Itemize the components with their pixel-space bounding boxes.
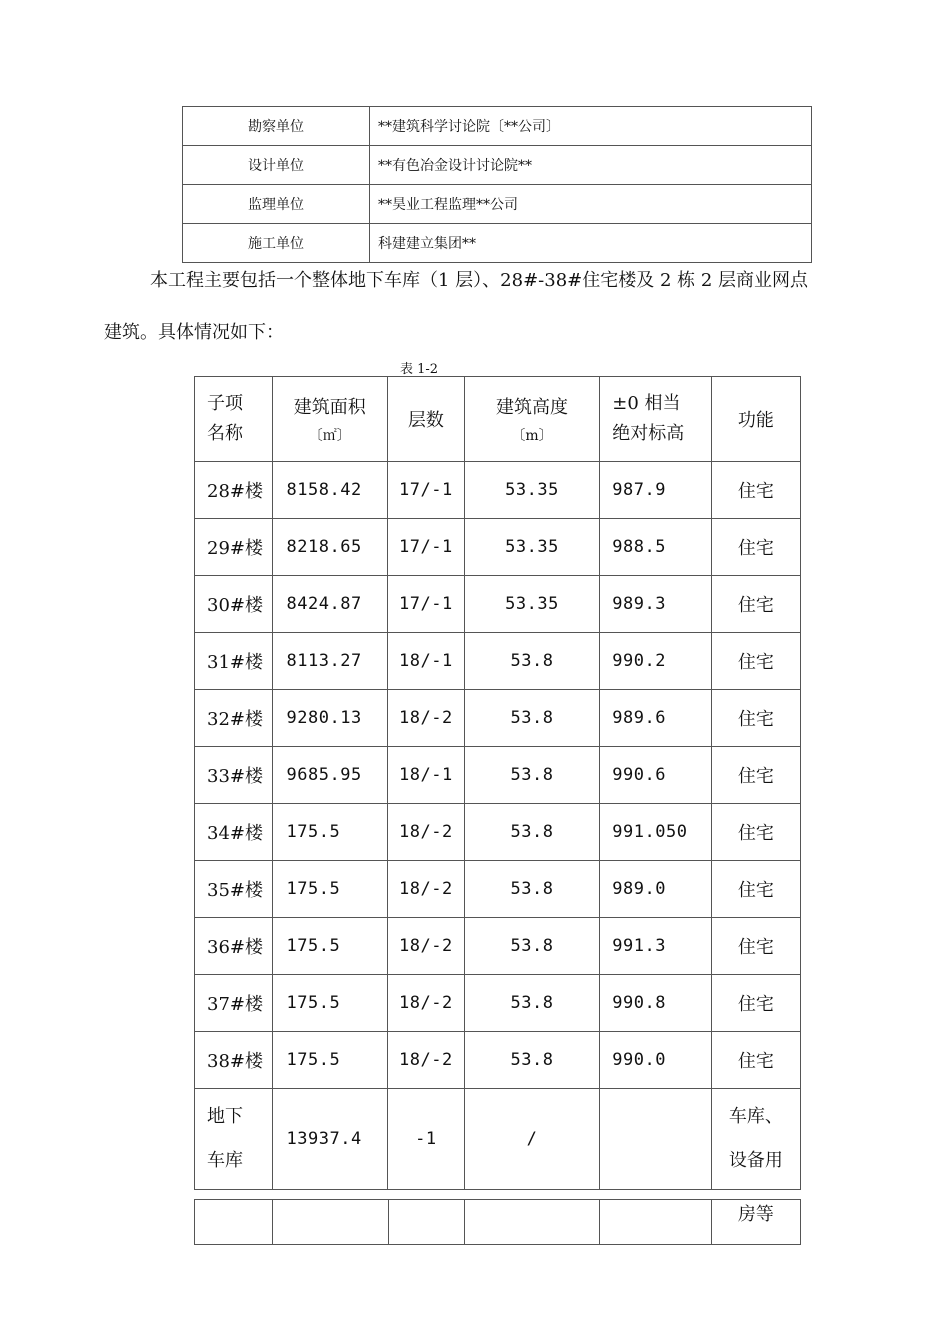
building-table [194, 376, 801, 1190]
info-label: 设计单位 [183, 146, 370, 185]
row-floors: 17/-1 [388, 462, 465, 519]
unit-info-table [182, 106, 812, 263]
table-caption: 表 1-2 [400, 362, 439, 377]
row-height: 53.8 [464, 861, 600, 918]
row-floors: 18/-2 [388, 690, 465, 747]
empty-cell [464, 1200, 599, 1245]
row-function: 住宅 [711, 1032, 800, 1089]
table-row [195, 747, 801, 804]
info-value: **建筑科学讨论院〔**公司〕 [370, 107, 812, 146]
row-function: 住宅 [711, 747, 800, 804]
empty-cell [600, 1200, 712, 1245]
row-area: 175.5 [272, 975, 388, 1032]
row-name: 31#楼 [195, 633, 273, 690]
row-name: 33#楼 [195, 747, 273, 804]
garage-function-line-2: 设备用 [728, 1150, 783, 1171]
row-name: 35#楼 [195, 861, 273, 918]
row-function: 住宅 [711, 576, 800, 633]
row-function: 住宅 [711, 519, 800, 576]
row-elevation: 989.6 [600, 690, 712, 747]
garage-name-line-2: 车库 [207, 1150, 243, 1171]
info-value: 科建建立集团** [370, 224, 812, 263]
row-area: 8424.87 [272, 576, 388, 633]
header-elevation-line-2: 绝对标高 [612, 423, 685, 444]
header-floors: 层数 [388, 377, 465, 462]
row-floors: 17/-1 [388, 576, 465, 633]
table-row [183, 224, 812, 263]
row-height: 53.35 [464, 519, 600, 576]
info-label: 施工单位 [183, 224, 370, 263]
row-name: 30#楼 [195, 576, 273, 633]
row-height: 53.35 [464, 576, 600, 633]
row-elevation: 989.3 [600, 576, 712, 633]
table-row [195, 918, 801, 975]
row-name: 36#楼 [195, 918, 273, 975]
header-name-line-2: 名称 [207, 423, 243, 444]
header-elevation [600, 377, 712, 462]
row-name: 37#楼 [195, 975, 273, 1032]
row-area: 8158.42 [272, 462, 388, 519]
table-row [183, 185, 812, 224]
garage-floors: -1 [388, 1089, 465, 1190]
paragraph-line-2: 建筑。具体情况如下： [104, 322, 284, 343]
table-header-row [195, 377, 801, 462]
row-name: 34#楼 [195, 804, 273, 861]
row-elevation: 990.0 [600, 1032, 712, 1089]
table-row [195, 1200, 801, 1245]
row-height: 53.8 [464, 804, 600, 861]
row-height: 53.8 [464, 918, 600, 975]
row-name: 32#楼 [195, 690, 273, 747]
header-name-line-1: 子项 [207, 393, 243, 414]
row-function: 住宅 [711, 861, 800, 918]
empty-cell [273, 1200, 389, 1245]
row-elevation: 989.0 [600, 861, 712, 918]
table-row [195, 462, 801, 519]
table-row [195, 861, 801, 918]
table-row [195, 633, 801, 690]
row-floors: 18/-2 [388, 975, 465, 1032]
header-height-label: 建筑高度 [495, 397, 568, 418]
empty-cell [195, 1200, 273, 1245]
row-area: 9685.95 [272, 747, 388, 804]
garage-area: 13937.4 [272, 1089, 388, 1190]
row-function: 住宅 [711, 804, 800, 861]
row-function: 住宅 [711, 690, 800, 747]
table-row [195, 576, 801, 633]
garage-function [711, 1089, 800, 1190]
header-height [464, 377, 600, 462]
paragraph-line-1: 本工程主要包括一个整体地下车库（1 层）、28#-38#住宅楼及 2 栋 2 层商业网点 [150, 270, 809, 291]
info-value: **昊业工程监理**公司 [370, 185, 812, 224]
row-function: 住宅 [711, 633, 800, 690]
header-height-unit: 〔m〕 [511, 428, 553, 444]
garage-function-line-1: 车库、 [728, 1106, 783, 1127]
row-height: 53.8 [464, 633, 600, 690]
row-elevation: 990.8 [600, 975, 712, 1032]
row-function: 住宅 [711, 462, 800, 519]
row-elevation: 991.050 [600, 804, 712, 861]
row-function: 住宅 [711, 918, 800, 975]
row-floors: 18/-1 [388, 633, 465, 690]
table-row [195, 690, 801, 747]
row-height: 53.8 [464, 1032, 600, 1089]
row-name: 29#楼 [195, 519, 273, 576]
table-row [183, 146, 812, 185]
table-row-garage [195, 1089, 801, 1190]
table-row [195, 519, 801, 576]
row-function: 住宅 [711, 975, 800, 1032]
row-elevation: 988.5 [600, 519, 712, 576]
garage-elevation [600, 1089, 712, 1190]
table-row [183, 107, 812, 146]
row-elevation: 987.9 [600, 462, 712, 519]
row-height: 53.8 [464, 975, 600, 1032]
row-area: 175.5 [272, 918, 388, 975]
header-function: 功能 [711, 377, 800, 462]
row-area: 175.5 [272, 861, 388, 918]
row-area: 8113.27 [272, 633, 388, 690]
header-elevation-line-1: ±0 相当 [612, 393, 681, 414]
row-floors: 18/-2 [388, 804, 465, 861]
header-area-unit: 〔㎡〕 [308, 428, 351, 444]
row-name: 38#楼 [195, 1032, 273, 1089]
header-area-label: 建筑面积 [293, 397, 366, 418]
garage-name-line-1: 地下 [207, 1106, 243, 1127]
row-floors: 18/-2 [388, 1032, 465, 1089]
row-height: 53.8 [464, 690, 600, 747]
garage-height: / [464, 1089, 600, 1190]
row-area: 9280.13 [272, 690, 388, 747]
empty-cell [388, 1200, 464, 1245]
header-area [272, 377, 388, 462]
row-name: 28#楼 [195, 462, 273, 519]
row-elevation: 990.6 [600, 747, 712, 804]
row-elevation: 990.2 [600, 633, 712, 690]
row-floors: 17/-1 [388, 519, 465, 576]
row-floors: 18/-1 [388, 747, 465, 804]
table-row [195, 804, 801, 861]
info-label: 监理单位 [183, 185, 370, 224]
row-floors: 18/-2 [388, 861, 465, 918]
row-height: 53.35 [464, 462, 600, 519]
continuation-function: 房等 [711, 1200, 800, 1245]
info-value: **有色冶金设计讨论院** [370, 146, 812, 185]
row-floors: 18/-2 [388, 918, 465, 975]
row-area: 175.5 [272, 804, 388, 861]
info-label: 勘察单位 [183, 107, 370, 146]
continuation-table [194, 1199, 801, 1245]
row-area: 8218.65 [272, 519, 388, 576]
row-area: 175.5 [272, 1032, 388, 1089]
row-elevation: 991.3 [600, 918, 712, 975]
row-height: 53.8 [464, 747, 600, 804]
garage-name [195, 1089, 273, 1190]
table-row [195, 975, 801, 1032]
table-row [195, 1032, 801, 1089]
header-name [195, 377, 273, 462]
